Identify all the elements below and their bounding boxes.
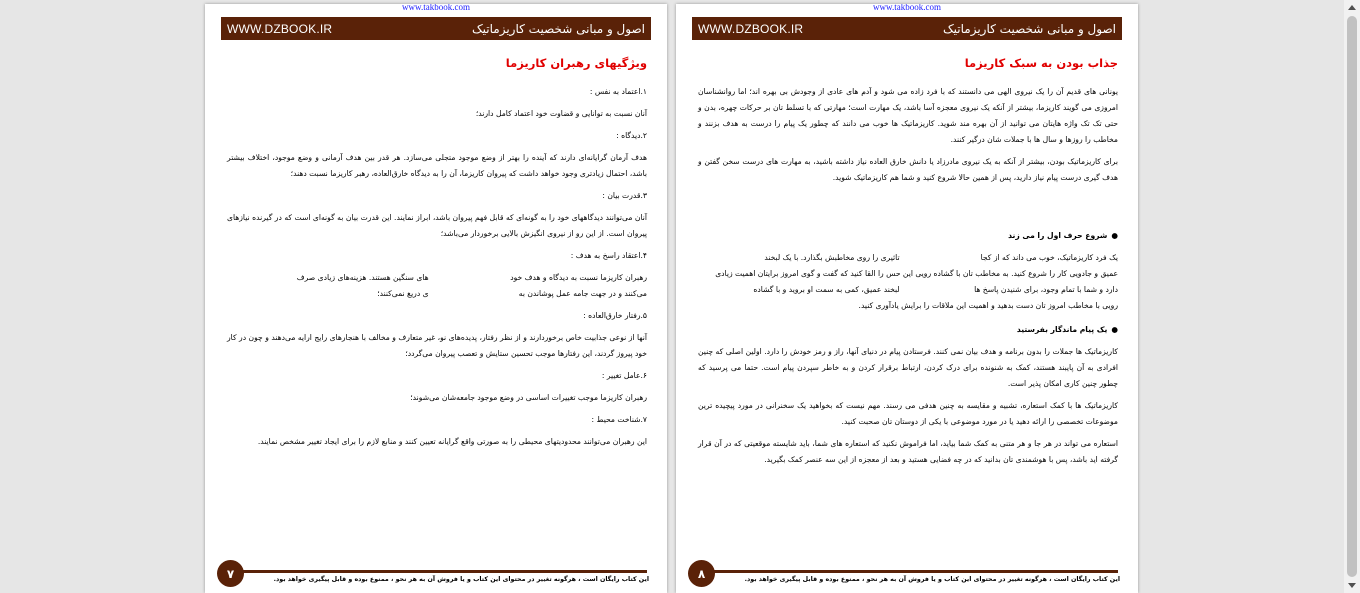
item-title: ۶.عامل تغییر : <box>601 371 647 380</box>
page-number-badge: ۸ <box>688 560 715 587</box>
footer-notice: این کتاب رایگان است ، هرگونه تغییر در محتوای این کتاب و یا فروش آن به هر نحو ، ممنوع بوده و قابل پیگیری خواهد بود. <box>273 576 649 583</box>
paragraph: کاریزماتیک ها جملات را بدون برنامه و هدف بیان نمی کنند. فرستادن پیام در دنیای آنها، راز و رمز خودش را دارد. اولین اصلی که چنین افرادی به آن پایبند هستند، کمک به شنونده برای درک کردن، ارتباط برقرار کردن و به خاطر سپردن پیام است. حتما می پرسید که چطور چنین کاری امکان پذیر است. <box>698 347 1118 388</box>
paragraph: عمیق و جادویی کار را شروع کنید. به مخاطب تان با گشاده رویی این حس را القا کنید که گفت و گوی امروز برایتان اهمیت زیادی <box>715 269 1118 278</box>
item-text: رهبران کاریزما موجب تغییرات اساسی در وضع موجود جامعه‌شان می‌شوند؛ <box>410 393 647 402</box>
scroll-up-arrow-icon[interactable] <box>1348 5 1356 10</box>
page-content <box>698 54 1118 474</box>
page-content <box>227 54 647 456</box>
bullet-heading: ●شروع حرف اول را می زند <box>1008 231 1118 240</box>
scroll-down-arrow-icon[interactable] <box>1348 583 1356 588</box>
item-title: ۵.رفتار خارق‌العاده : <box>583 311 647 320</box>
page-header <box>692 17 1122 40</box>
footer-line <box>231 570 647 573</box>
column-left: های سنگین هستند. هزینه‌های زیادی صرف ی دریغ نمی‌کنند؛ <box>296 273 429 298</box>
item-title: ۳.قدرت بیان : <box>602 191 647 200</box>
two-column-text <box>698 282 1118 298</box>
section-heading: جذاب بودن به سبک کاریزما <box>964 56 1118 70</box>
header-site: WWW.DZBOOK.IR <box>698 21 804 36</box>
item-text: این رهبران می‌توانند محدودیتهای محیطی را به صورتی واقع گرایانه تعیین کنند و منابع لازم را برای ایجاد تغییر مشخص نمایند. <box>257 437 647 446</box>
paragraph: برای کاریزماتیک بودن، بیشتر از آنکه به یک نیروی مادرزاد یا دانش خارق العاده نیاز داشته باشید، به مهارت های درست سخن گفتن و هدف گیری درست پیام نیاز دارید، پس از همین حالا شروع کنید و شما هم کاریزماتیک شوید. <box>698 157 1118 182</box>
item-title: ۷.شناخت محیط : <box>591 415 647 424</box>
page-header <box>221 17 651 40</box>
page-8 <box>676 4 1138 593</box>
footer-notice: این کتاب رایگان است ، هرگونه تغییر در محتوای این کتاب و یا فروش آن به هر نحو ، ممنوع بوده و قابل پیگیری خواهد بود. <box>744 576 1120 583</box>
vertical-scrollbar[interactable] <box>1344 0 1360 593</box>
item-title: ۴.اعتقاد راسخ به هدف : <box>570 251 647 260</box>
two-column-text <box>698 250 1118 266</box>
item-title: ۱.اعتماد به نفس : <box>589 87 647 96</box>
paragraph: رویی با مخاطب امروز تان دست بدهید و اهمیت این ملاقات را برایش یادآوری کنید. <box>858 301 1118 310</box>
bullet-icon: ● <box>1111 231 1118 240</box>
header-book-title: اصول و مبانی شخصیت کاریزماتیک <box>471 21 645 36</box>
bullet-icon: ● <box>1111 325 1118 334</box>
item-text: آنان نسبت به توانایی و قضاوت خود اعتماد کامل دارند؛ <box>475 109 647 118</box>
page-7 <box>205 4 667 593</box>
item-text: هدف آرمان گرایانه‌ای دارند که آینده را بهتر از وضع موجود متجلی می‌سازد. هر قدر بین هدف آرمانی و وضع موجود، اختلاف بیشتر باشد، احتمال زیادتری وجود خواهد داشت که پیروان کاریزما، آن را به دیدگاه خارق‌العاده، رهبر کاریزما نسبت دهند؛ <box>227 153 647 178</box>
paragraph: یونانی های قدیم آن را یک نیروی الهی می دانستند که با فرد زاده می شود و آدم های عادی از وجودش بی بهره اند؛ اما روانشناسان امروزی می گویند کاریزما، بیشتر از آنکه یک نیروی معجزه آسا باشد، یک مهارت است؛ مهارتی که با تسلط تان بر حرکات چهره، بدن و حتی تک تک واژه هایتان می توانید از آن بهره مند شوید. کاریزماتیک ها خوب می دانند که چطور یک پیام را درست به هدف بزنند و مخاطب را روزها و سال ها با جملات شان درگیر کنند. <box>698 87 1118 144</box>
header-book-title: اصول و مبانی شخصیت کاریزماتیک <box>942 21 1116 36</box>
item-text: آنان می‌توانند دیدگاههای خود را به گونه‌ای که قابل فهم پیروان باشد، ابراز نمایند. این قدرت بیان به گونه‌ای است که در گیرنده نیازهای پیروان است. از این رو از نیروی انگیزش بالایی برخوردار می‌باشد؛ <box>227 213 647 238</box>
header-site: WWW.DZBOOK.IR <box>227 21 333 36</box>
bullet-heading: ●یک پیام ماندگار بفرستید <box>1016 325 1118 334</box>
paragraph: کاریزماتیک ها با کمک استعاره، تشبیه و مقایسه به چنین هدفی می رسند. مهم نیست که بخواهید یک سخنرانی در مورد پیچیده ترین موضوعات تخصصی را ارائه دهید یا در مورد موضوعی با یکی از دوستان تان صحبت کنید. <box>698 401 1118 426</box>
page-number-badge: ۷ <box>217 560 244 587</box>
item-text: آنها از نوعی جذابیت خاص برخوردارند و از نظر رفتار، پدیده‌های نو، غیر متعارف و مخالف با هنجارهای رایج ارایه می‌دهند و چون در کار خود پیروز گردند، این رفتارها موجب تحسین ستایش و تعصب پیروان می‌گردد؛ <box>227 333 647 358</box>
column-left: لبخند عمیق، کمی به سمت او بروید و با گشاده <box>753 285 900 294</box>
scroll-thumb[interactable] <box>1347 16 1357 577</box>
column-right: رهبران کاریزما نسبت به دیدگاه و هدف خود می‌کنند و در جهت جامه عمل پوشاندن به <box>510 273 647 298</box>
column-right: یک فرد کاریزماتیک، خوب می داند که از کجا <box>980 253 1118 262</box>
two-column-text <box>227 270 647 302</box>
column-left: تاثیری را روی مخاطبش بگذارد. با یک لبخند <box>764 253 900 262</box>
item-title: ۲.دیدگاه : <box>616 131 647 140</box>
footer-line <box>702 570 1118 573</box>
paragraph: استعاره می تواند در هر جا و هر متنی به کمک شما بیاید، اما فراموش نکنید که استعاره های شما، باید شایسته موقعیتی که در آن قرار گرفته اید باشد، پس با هوشمندی تان بدانید که در چه فضایی هستید و بعد از معجزه از این سه عنصر کمک بگیرید. <box>698 439 1118 464</box>
watermark-link[interactable]: www.takbook.com <box>402 4 470 12</box>
column-right: دارد و شما با تمام وجود، برای شنیدن پاسخ ها <box>974 285 1118 294</box>
section-heading: ویژگیهای رهبران کاریزما <box>505 56 647 70</box>
watermark-link[interactable]: www.takbook.com <box>873 4 941 12</box>
